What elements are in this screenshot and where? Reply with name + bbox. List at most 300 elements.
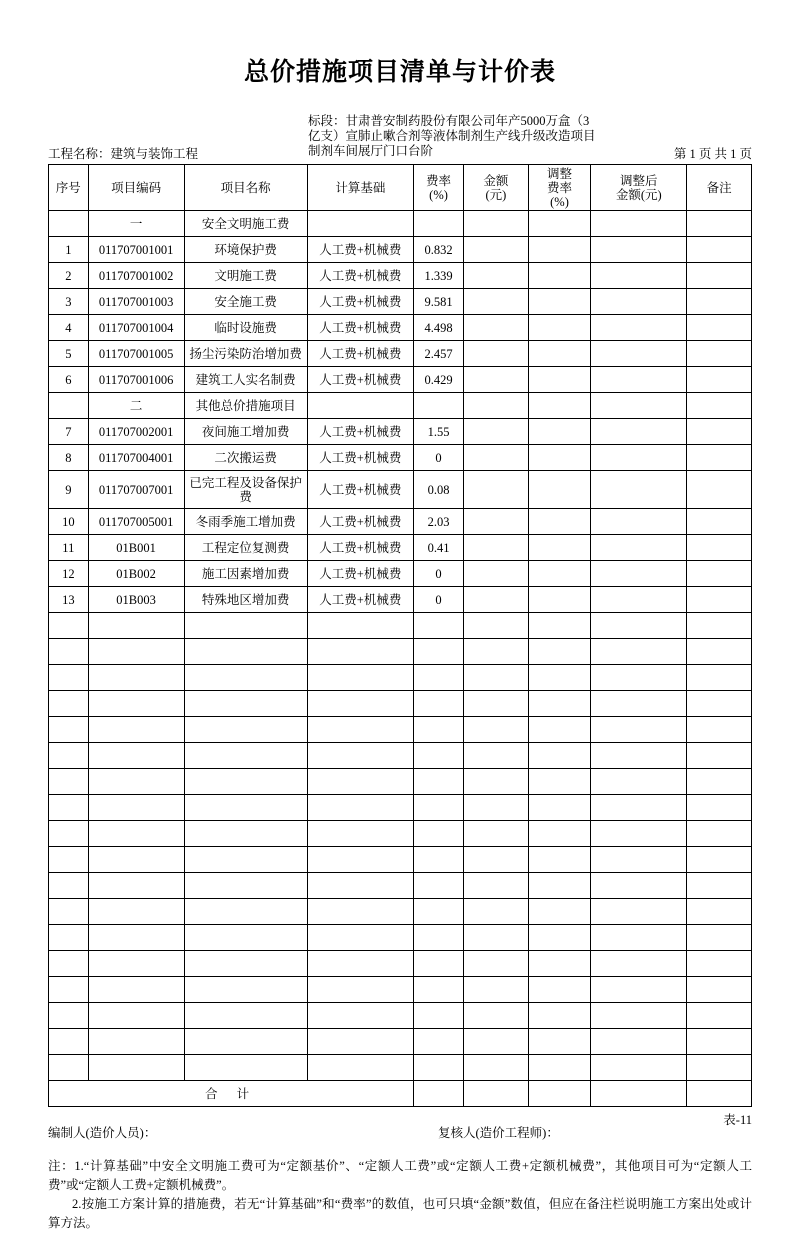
note-1: 注：1.“计算基础”中安全文明施工费可为“定额基价”、“定额人工费”或“定额人工费+定额机械费”，其他项目可为“定额人工费”或“定额人工费+定额机械费”。	[48, 1159, 752, 1192]
row-cell-rate: 0.41	[414, 535, 464, 561]
row-cell-code: 01B001	[88, 535, 184, 561]
row-cell-empty	[49, 925, 89, 951]
row-cell-empty	[528, 951, 591, 977]
total-cell	[414, 1081, 464, 1107]
row-cell-empty	[687, 717, 752, 743]
row-cell-remark	[687, 263, 752, 289]
table-row-empty	[49, 795, 752, 821]
page-count-label: 第 1 页 共 1 页	[673, 147, 752, 161]
table-row-empty	[49, 717, 752, 743]
reviewer-label: 复核人(造价工程师)：	[438, 1126, 559, 1140]
row-cell-empty	[528, 873, 591, 899]
row-cell-amount	[464, 445, 529, 471]
row-cell-empty	[49, 717, 89, 743]
column-header-no: 序号	[49, 165, 89, 211]
row-cell-empty	[307, 977, 413, 1003]
row-cell-empty	[88, 1003, 184, 1029]
row-cell-empty	[687, 899, 752, 925]
row-cell-empty	[49, 951, 89, 977]
row-cell-empty	[464, 665, 529, 691]
column-header-rate-line2: (%)	[429, 187, 448, 202]
row-cell-rate: 0	[414, 561, 464, 587]
row-cell-basis: 人工费+机械费	[307, 445, 413, 471]
row-cell-empty	[414, 951, 464, 977]
table-row	[49, 535, 752, 561]
row-cell-empty	[528, 1029, 591, 1055]
row-cell-empty	[88, 691, 184, 717]
row-cell-empty	[49, 639, 89, 665]
row-cell-adjust-rate	[528, 587, 591, 613]
row-cell-empty	[591, 613, 687, 639]
row-cell-empty	[687, 639, 752, 665]
row-cell-name: 夜间施工增加费	[184, 419, 307, 445]
row-cell-code: 01B003	[88, 587, 184, 613]
row-cell-empty	[49, 1055, 89, 1081]
row-cell-name: 已完工程及设备保护费	[184, 471, 307, 509]
row-cell-amount	[464, 237, 529, 263]
row-cell-no: 9	[49, 471, 89, 509]
table-body	[49, 211, 752, 1107]
row-cell-no: 12	[49, 561, 89, 587]
row-cell-basis: 人工费+机械费	[307, 587, 413, 613]
row-cell-empty	[307, 639, 413, 665]
row-cell-empty	[464, 951, 529, 977]
row-cell-empty	[307, 613, 413, 639]
row-cell-rate: 0.429	[414, 367, 464, 393]
row-cell-empty	[414, 821, 464, 847]
row-cell-amount	[464, 419, 529, 445]
total-cell	[591, 1081, 687, 1107]
row-cell-name: 安全文明施工费	[184, 211, 307, 237]
row-cell-empty	[414, 743, 464, 769]
row-cell-empty	[88, 795, 184, 821]
row-cell-rate: 1.55	[414, 419, 464, 445]
measure-items-table	[48, 164, 752, 1107]
row-cell-amount	[464, 289, 529, 315]
total-cell	[528, 1081, 591, 1107]
row-cell-basis: 人工费+机械费	[307, 237, 413, 263]
row-cell-rate: 2.457	[414, 341, 464, 367]
row-cell-amount	[464, 211, 529, 237]
row-cell-empty	[528, 899, 591, 925]
row-cell-no: 11	[49, 535, 89, 561]
table-header-row	[49, 165, 752, 211]
column-header-adjust-rate-line3: (%)	[550, 194, 569, 209]
row-cell-adjust-rate	[528, 535, 591, 561]
row-cell-name: 环境保护费	[184, 237, 307, 263]
table-row-empty	[49, 691, 752, 717]
row-cell-empty	[414, 769, 464, 795]
row-cell-empty	[88, 925, 184, 951]
row-cell-code: 011707007001	[88, 471, 184, 509]
row-cell-empty	[528, 639, 591, 665]
row-cell-empty	[307, 925, 413, 951]
row-cell-empty	[591, 639, 687, 665]
row-cell-empty	[591, 1029, 687, 1055]
row-cell-empty	[591, 717, 687, 743]
row-cell-no	[49, 211, 89, 237]
table-row-empty	[49, 665, 752, 691]
row-cell-empty	[464, 977, 529, 1003]
column-header-basis: 计算基础	[307, 165, 413, 211]
row-cell-basis: 人工费+机械费	[307, 509, 413, 535]
row-cell-empty	[464, 899, 529, 925]
table-row-empty	[49, 951, 752, 977]
row-cell-amount	[464, 471, 529, 509]
row-cell-empty	[184, 925, 307, 951]
row-cell-empty	[528, 769, 591, 795]
table-row	[49, 237, 752, 263]
row-cell-empty	[307, 821, 413, 847]
column-header-amount	[464, 165, 529, 211]
row-cell-empty	[414, 925, 464, 951]
row-cell-adjust-amount	[591, 587, 687, 613]
row-cell-adjust-amount	[591, 211, 687, 237]
row-cell-empty	[88, 1055, 184, 1081]
row-cell-adjust-rate	[528, 341, 591, 367]
row-cell-empty	[464, 613, 529, 639]
row-cell-empty	[591, 847, 687, 873]
row-cell-rate: 2.03	[414, 509, 464, 535]
row-cell-no: 2	[49, 263, 89, 289]
row-cell-name: 特殊地区增加费	[184, 587, 307, 613]
table-row	[49, 367, 752, 393]
row-cell-empty	[307, 717, 413, 743]
row-cell-adjust-amount	[591, 509, 687, 535]
column-header-adjust-rate-line2: 费率	[547, 180, 573, 195]
row-cell-adjust-amount	[591, 289, 687, 315]
table-header	[49, 165, 752, 211]
row-cell-empty	[184, 691, 307, 717]
row-cell-amount	[464, 341, 529, 367]
row-cell-adjust-rate	[528, 445, 591, 471]
row-cell-empty	[687, 847, 752, 873]
row-cell-empty	[528, 977, 591, 1003]
row-cell-empty	[414, 691, 464, 717]
row-cell-empty	[528, 665, 591, 691]
row-cell-empty	[464, 795, 529, 821]
row-cell-no: 5	[49, 341, 89, 367]
row-cell-empty	[49, 769, 89, 795]
row-cell-remark	[687, 315, 752, 341]
row-cell-empty	[184, 1029, 307, 1055]
row-cell-empty	[687, 613, 752, 639]
total-cell	[464, 1081, 529, 1107]
row-cell-adjust-amount	[591, 263, 687, 289]
row-cell-empty	[307, 743, 413, 769]
row-cell-adjust-amount	[591, 393, 687, 419]
row-cell-empty	[307, 665, 413, 691]
page-title: 总价措施项目清单与计价表	[243, 59, 556, 86]
row-cell-empty	[414, 717, 464, 743]
row-cell-code: 011707001003	[88, 289, 184, 315]
row-cell-rate: 1.339	[414, 263, 464, 289]
row-cell-empty	[591, 1003, 687, 1029]
row-cell-name: 临时设施费	[184, 315, 307, 341]
row-cell-empty	[687, 795, 752, 821]
row-cell-empty	[307, 873, 413, 899]
table-row	[49, 315, 752, 341]
row-cell-adjust-rate	[528, 289, 591, 315]
row-cell-no: 3	[49, 289, 89, 315]
row-cell-empty	[528, 1055, 591, 1081]
row-cell-empty	[307, 951, 413, 977]
row-cell-code: 011707001001	[88, 237, 184, 263]
row-cell-empty	[184, 847, 307, 873]
column-header-adjust-amount-line2: 金额(元)	[615, 187, 662, 202]
row-cell-adjust-rate	[528, 263, 591, 289]
signature-row	[48, 1123, 752, 1143]
table-row-empty	[49, 769, 752, 795]
row-cell-empty	[414, 873, 464, 899]
row-cell-empty	[307, 1029, 413, 1055]
row-cell-no: 6	[49, 367, 89, 393]
column-header-rate	[414, 165, 464, 211]
row-cell-code: 011707001002	[88, 263, 184, 289]
row-cell-rate: 0	[414, 587, 464, 613]
row-cell-empty	[414, 899, 464, 925]
row-cell-empty	[687, 691, 752, 717]
row-cell-empty	[307, 769, 413, 795]
row-cell-remark	[687, 341, 752, 367]
row-cell-empty	[591, 691, 687, 717]
row-cell-no: 7	[49, 419, 89, 445]
row-cell-adjust-rate	[528, 393, 591, 419]
column-header-code: 项目编码	[88, 165, 184, 211]
row-cell-name: 冬雨季施工增加费	[184, 509, 307, 535]
row-cell-adjust-amount	[591, 471, 687, 509]
row-cell-remark	[687, 367, 752, 393]
preparer-label: 编制人(造价人员)：	[48, 1126, 157, 1140]
row-cell-empty	[184, 1055, 307, 1081]
row-cell-empty	[88, 717, 184, 743]
row-cell-empty	[88, 899, 184, 925]
row-cell-empty	[184, 665, 307, 691]
row-cell-amount	[464, 509, 529, 535]
table-row	[49, 587, 752, 613]
row-cell-empty	[88, 951, 184, 977]
row-cell-empty	[687, 873, 752, 899]
table-row-empty	[49, 899, 752, 925]
row-cell-empty	[464, 925, 529, 951]
row-cell-no: 1	[49, 237, 89, 263]
row-cell-remark	[687, 393, 752, 419]
table-row	[49, 561, 752, 587]
row-cell-empty	[591, 951, 687, 977]
row-cell-empty	[687, 925, 752, 951]
row-cell-rate	[414, 393, 464, 419]
row-cell-amount	[464, 263, 529, 289]
row-cell-empty	[88, 1029, 184, 1055]
table-row	[49, 445, 752, 471]
row-cell-empty	[49, 899, 89, 925]
row-cell-empty	[49, 977, 89, 1003]
row-cell-adjust-rate	[528, 561, 591, 587]
row-cell-remark	[687, 445, 752, 471]
row-cell-empty	[49, 873, 89, 899]
row-cell-empty	[184, 743, 307, 769]
notes-block	[48, 1157, 752, 1233]
row-cell-basis: 人工费+机械费	[307, 367, 413, 393]
table-row-empty	[49, 1029, 752, 1055]
row-cell-name: 文明施工费	[184, 263, 307, 289]
row-cell-empty	[528, 743, 591, 769]
row-cell-empty	[414, 639, 464, 665]
row-cell-rate	[414, 211, 464, 237]
row-cell-empty	[464, 743, 529, 769]
row-cell-empty	[307, 691, 413, 717]
row-cell-basis: 人工费+机械费	[307, 419, 413, 445]
row-cell-empty	[184, 769, 307, 795]
row-cell-empty	[528, 613, 591, 639]
row-cell-empty	[687, 743, 752, 769]
row-cell-empty	[464, 691, 529, 717]
row-cell-empty	[184, 717, 307, 743]
row-cell-amount	[464, 393, 529, 419]
row-cell-empty	[414, 1029, 464, 1055]
row-cell-empty	[307, 899, 413, 925]
row-cell-empty	[49, 847, 89, 873]
row-cell-name: 二次搬运费	[184, 445, 307, 471]
row-cell-empty	[687, 821, 752, 847]
row-cell-empty	[528, 717, 591, 743]
row-cell-empty	[687, 665, 752, 691]
row-cell-remark	[687, 237, 752, 263]
column-header-adjust-rate	[528, 165, 591, 211]
row-cell-empty	[528, 847, 591, 873]
row-cell-amount	[464, 535, 529, 561]
row-cell-remark	[687, 561, 752, 587]
row-cell-empty	[464, 847, 529, 873]
row-cell-empty	[528, 925, 591, 951]
row-cell-empty	[88, 769, 184, 795]
row-cell-basis	[307, 211, 413, 237]
row-cell-code: 011707001004	[88, 315, 184, 341]
row-cell-empty	[88, 977, 184, 1003]
row-cell-code: 01B002	[88, 561, 184, 587]
column-header-adjust-rate-line1: 调整	[547, 166, 573, 181]
row-cell-amount	[464, 315, 529, 341]
row-cell-rate: 9.581	[414, 289, 464, 315]
row-cell-empty	[687, 1029, 752, 1055]
row-cell-empty	[49, 613, 89, 639]
row-cell-empty	[88, 665, 184, 691]
table-row	[49, 263, 752, 289]
column-header-adjust-amount	[591, 165, 687, 211]
row-cell-no: 10	[49, 509, 89, 535]
table-total-row	[49, 1081, 752, 1107]
row-cell-empty	[464, 1003, 529, 1029]
table-row	[49, 419, 752, 445]
table-row-empty	[49, 925, 752, 951]
table-row-empty	[49, 743, 752, 769]
bid-section-label: 标段：甘肃普安制药股份有限公司年产5000万盒（3亿支）宣肺止嗽合剂等液体制剂生产线升级改造项目制剂车间展厅门口台阶	[308, 114, 596, 158]
row-cell-adjust-rate	[528, 211, 591, 237]
row-cell-code: 011707001006	[88, 367, 184, 393]
table-row	[49, 393, 752, 419]
row-cell-no: 8	[49, 445, 89, 471]
row-cell-empty	[414, 1003, 464, 1029]
row-cell-empty	[591, 795, 687, 821]
row-cell-adjust-amount	[591, 341, 687, 367]
column-header-rate-line1: 费率	[426, 173, 452, 188]
row-cell-empty	[88, 743, 184, 769]
row-cell-adjust-amount	[591, 237, 687, 263]
row-cell-basis: 人工费+机械费	[307, 263, 413, 289]
table-row-empty	[49, 847, 752, 873]
row-cell-empty	[88, 873, 184, 899]
document-header	[48, 114, 752, 160]
row-cell-empty	[88, 821, 184, 847]
row-cell-no: 13	[49, 587, 89, 613]
row-cell-empty	[464, 1029, 529, 1055]
row-cell-empty	[464, 639, 529, 665]
row-cell-basis: 人工费+机械费	[307, 341, 413, 367]
note-2: 2.按施工方案计算的措施费，若无“计算基础”和“费率”的数值，也可只填“金额”数值，但应在备注栏说明施工方案出处或计算方法。	[48, 1197, 752, 1230]
row-cell-empty	[464, 769, 529, 795]
row-cell-remark	[687, 289, 752, 315]
row-cell-basis: 人工费+机械费	[307, 471, 413, 509]
row-cell-adjust-amount	[591, 367, 687, 393]
row-cell-remark	[687, 587, 752, 613]
row-cell-adjust-rate	[528, 471, 591, 509]
row-cell-empty	[464, 1055, 529, 1081]
row-cell-empty	[528, 821, 591, 847]
row-cell-basis	[307, 393, 413, 419]
column-header-amount-line2: (元)	[485, 187, 507, 202]
row-cell-empty	[591, 1055, 687, 1081]
row-cell-adjust-rate	[528, 367, 591, 393]
row-cell-adjust-amount	[591, 561, 687, 587]
table-row-empty	[49, 821, 752, 847]
project-name-label: 工程名称：建筑与装饰工程	[48, 147, 199, 161]
row-cell-empty	[414, 665, 464, 691]
row-cell-empty	[591, 665, 687, 691]
row-cell-name: 安全施工费	[184, 289, 307, 315]
row-cell-amount	[464, 367, 529, 393]
row-cell-empty	[591, 899, 687, 925]
row-cell-empty	[414, 977, 464, 1003]
total-cell	[687, 1081, 752, 1107]
row-cell-empty	[414, 847, 464, 873]
row-cell-empty	[88, 613, 184, 639]
row-cell-empty	[184, 613, 307, 639]
row-cell-empty	[49, 1029, 89, 1055]
table-row-empty	[49, 873, 752, 899]
row-cell-empty	[591, 925, 687, 951]
row-cell-remark	[687, 211, 752, 237]
total-label: 合 计	[49, 1081, 414, 1107]
row-cell-rate: 0.08	[414, 471, 464, 509]
row-cell-basis: 人工费+机械费	[307, 561, 413, 587]
row-cell-empty	[307, 1055, 413, 1081]
row-cell-empty	[591, 769, 687, 795]
row-cell-name: 建筑工人实名制费	[184, 367, 307, 393]
row-cell-empty	[528, 795, 591, 821]
row-cell-basis: 人工费+机械费	[307, 289, 413, 315]
row-cell-rate: 0	[414, 445, 464, 471]
row-cell-adjust-rate	[528, 237, 591, 263]
row-cell-empty	[414, 613, 464, 639]
row-cell-remark	[687, 419, 752, 445]
document-page	[0, 52, 800, 1230]
row-cell-empty	[591, 743, 687, 769]
column-header-amount-line1: 金额	[483, 173, 509, 188]
row-cell-empty	[88, 847, 184, 873]
row-cell-name: 施工因素增加费	[184, 561, 307, 587]
table-row-empty	[49, 977, 752, 1003]
row-cell-remark	[687, 509, 752, 535]
